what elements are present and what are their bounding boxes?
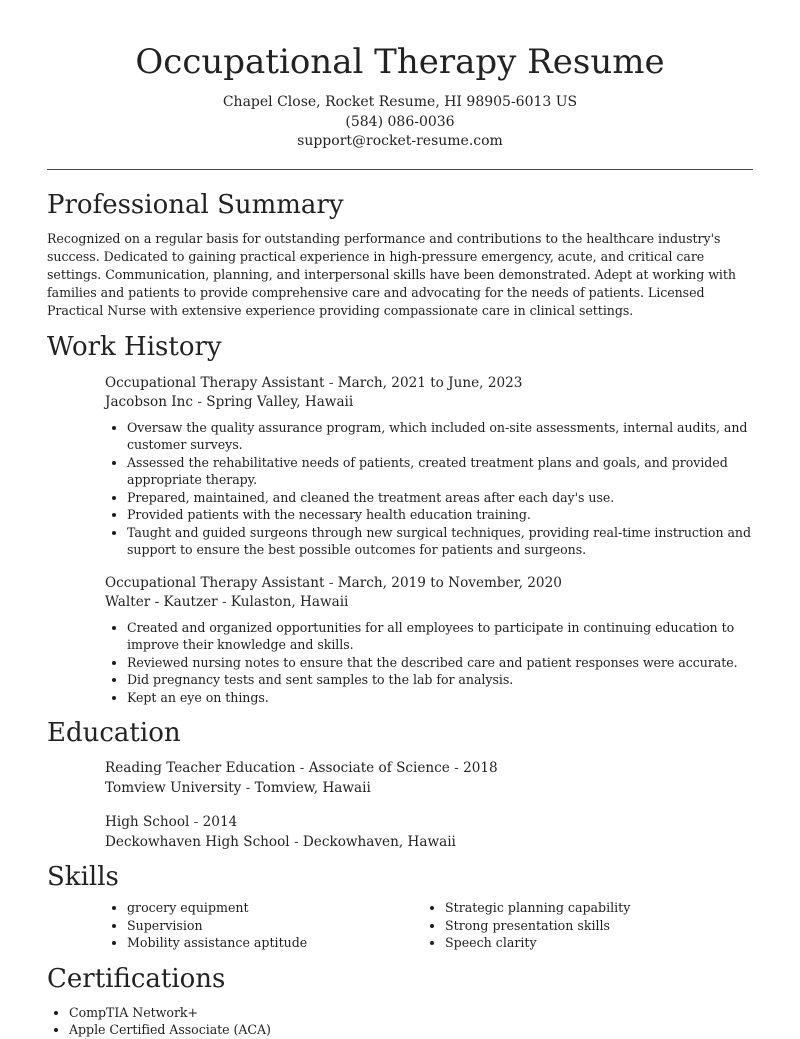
list-item: • Strategic planning capability xyxy=(445,899,741,917)
address-text: Chapel Close, Rocket Resume, HI 98905-6013 US xyxy=(222,94,578,110)
list-item: • grocery equipment xyxy=(127,899,423,917)
list-item: • Taught and guided surgeons through new surgical techniques, providing real-time instruction and support to ensure the best possible outcomes for patients and surgeons. xyxy=(127,524,753,559)
list-item: • Supervision xyxy=(127,917,423,935)
education-program: High School xyxy=(105,814,190,830)
education-school: Deckowhaven High School xyxy=(105,833,290,850)
work-history-section xyxy=(47,331,753,707)
list-item: • Provided patients with the necessary health education training. xyxy=(127,506,753,524)
education-year: 2014 xyxy=(202,814,238,830)
job-title: Occupational Therapy Assistant xyxy=(105,374,325,391)
job-dates: March, 2019 to November, 2020 xyxy=(337,574,562,591)
education-school-line: Deckowhaven High School - Deckowhaven, Hawaii xyxy=(105,833,456,850)
education-program: Reading Teacher Education xyxy=(105,760,296,776)
skills-section xyxy=(47,861,753,952)
skills-column-left xyxy=(105,899,423,952)
education-location: Tomview, Hawaii xyxy=(254,779,371,796)
list-item: • Speech clarity xyxy=(445,934,741,952)
list-item: • CompTIA Network+ xyxy=(69,1004,753,1022)
summary-section xyxy=(47,189,753,320)
job-company: Jacobson Inc xyxy=(105,394,194,410)
certifications-heading: Certifications xyxy=(47,963,226,994)
job-company-line: Jacobson Inc - Spring Valley, Hawaii xyxy=(105,394,354,410)
job-bullets xyxy=(105,419,753,559)
summary-heading: Professional Summary xyxy=(47,189,344,220)
job-company: Walter - Kautzer xyxy=(105,594,218,610)
job-title-line: Occupational Therapy Assistant - March, 2021 to June, 2023 xyxy=(105,374,523,391)
job-bullets xyxy=(105,619,753,707)
skills-list xyxy=(105,899,753,952)
email-text: support@rocket-resume.com xyxy=(297,133,503,149)
header-divider xyxy=(47,169,753,170)
education-program-line: Reading Teacher Education - Associate of Science - 2018 xyxy=(105,760,498,776)
resume-page xyxy=(47,0,753,1039)
certifications-section xyxy=(47,963,753,1039)
education-location: Deckowhaven, Hawaii xyxy=(302,833,456,850)
resume-header xyxy=(47,0,753,152)
list-item: • Assessed the rehabilitative needs of patients, created treatment plans and goals, and provided appropriate therapy. xyxy=(127,454,753,489)
education-entry xyxy=(105,759,753,798)
education-section xyxy=(47,717,753,852)
list-item: • Strong presentation skills xyxy=(445,917,741,935)
contact-info xyxy=(47,93,753,152)
education-degree: Associate of Science xyxy=(308,760,450,776)
job-company-line: Walter - Kautzer - Kulaston, Hawaii xyxy=(105,594,349,610)
summary-text: Recognized on a regular basis for outstanding performance and contributions to the healthcare industry's success. Dedicated to gaining practical experience in high-pressure emergency, acute, and critical care settings. Communication, planning, and interpersonal skills have been demonstrated. Adept at working with families and patients to provide comprehensive care and advocating for the needs of patients. Licensed Practical Nurse with extensive experience providing compassionate care in clinical settings. xyxy=(47,230,736,318)
education-entry xyxy=(105,813,753,852)
list-item: • Did pregnancy tests and sent samples to the lab for analysis. xyxy=(127,671,753,689)
education-heading: Education xyxy=(47,718,181,748)
job-dates: March, 2021 to June, 2023 xyxy=(337,374,523,391)
work-history-heading: Work History xyxy=(47,331,222,362)
resume-title: Occupational Therapy Resume xyxy=(135,42,665,82)
list-item: • Mobility assistance aptitude xyxy=(127,934,423,952)
job-title: Occupational Therapy Assistant xyxy=(105,574,325,591)
education-program-line: High School - 2014 xyxy=(105,814,238,830)
job-location: Spring Valley, Hawaii xyxy=(206,394,354,410)
education-school-line: Tomview University - Tomview, Hawaii xyxy=(105,779,371,796)
list-item: • Reviewed nursing notes to ensure that the described care and patient responses were accurate. xyxy=(127,654,753,672)
job-entry xyxy=(105,374,753,559)
job-location: Kulaston, Hawaii xyxy=(230,594,349,610)
list-item: • Apple Certified Associate (ACA) xyxy=(69,1021,753,1039)
list-item: • Kept an eye on things. xyxy=(127,689,753,707)
job-title-line: Occupational Therapy Assistant - March, 2019 to November, 2020 xyxy=(105,574,562,591)
list-item: • Created and organized opportunities for all employees to participate in continuing education to improve their knowledge and skills. xyxy=(127,619,753,654)
education-year: 2018 xyxy=(463,760,498,776)
skills-heading: Skills xyxy=(47,862,119,892)
job-entry xyxy=(105,574,753,707)
phone-text: (584) 086-0036 xyxy=(345,113,455,130)
certifications-list xyxy=(47,1004,753,1039)
list-item: • Prepared, maintained, and cleaned the treatment areas after each day's use. xyxy=(127,489,753,507)
skills-column-right xyxy=(423,899,741,952)
list-item: • Oversaw the quality assurance program, which included on-site assessments, internal audits, and customer surveys. xyxy=(127,419,753,454)
education-school: Tomview University xyxy=(105,779,242,796)
